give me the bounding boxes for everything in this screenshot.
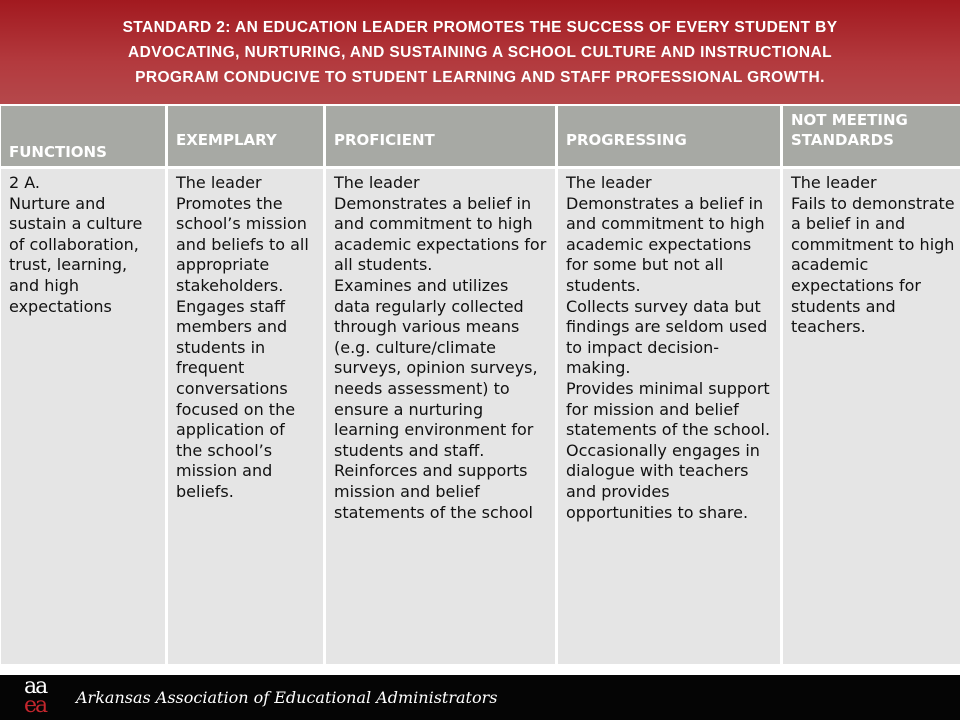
cell-text: Collects survey data but findings are seldom used to impact decision-making. — [566, 296, 768, 378]
cell-text: Occasionally engages in dialogue with teachers and provides opportunities to share. — [566, 440, 760, 522]
column-header-not-meeting: NOT MEETING STANDARDS — [783, 106, 960, 166]
title-line: PROGRAM CONDUCIVE TO STUDENT LEARNING AND STAFF PROFESSIONAL GROWTH. — [135, 68, 825, 86]
aaea-logo — [22, 675, 58, 720]
column-header-progressing: PROGRESSING — [558, 106, 780, 166]
title-line: ADVOCATING, NURTURING, AND SUSTAINING A SCHOOL CULTURE AND INSTRUCTIONAL — [128, 43, 832, 61]
cell-not-meeting — [783, 169, 960, 664]
cell-text: Nurture and sustain a culture of collaboration, trust, learning, and high expectations — [9, 193, 143, 316]
logo-text-top: aa — [24, 674, 47, 699]
cell-text: Engages staff members and students in frequent conversations focused on the application of the school’s mission and beliefs. — [176, 296, 296, 501]
cell-text: The leader — [334, 173, 420, 192]
title-line: STANDARD 2: AN EDUCATION LEADER PROMOTES THE SUCCESS OF EVERY STUDENT BY — [122, 18, 838, 36]
cell-text: Examines and utilizes data regularly collected through various means (e.g. culture/climate surveys, opinion surveys, needs assessment) to ensure a nurturing learning environment for students and staff. — [334, 275, 538, 460]
cell-exemplary — [168, 169, 323, 664]
slide-header — [0, 0, 960, 104]
cell-text: The leader — [791, 173, 877, 192]
cell-text: Reinforces and supports mission and belief statements of the school — [334, 461, 533, 522]
cell-text: 2 A. — [9, 173, 41, 192]
rubric-table-container — [0, 104, 960, 668]
slide-footer — [0, 675, 960, 720]
table-row — [1, 169, 960, 664]
slide-title — [123, 15, 838, 90]
column-header-proficient: PROFICIENT — [326, 106, 555, 166]
cell-text: Promotes the school’s mission and beliefs to all appropriate stakeholders. — [176, 193, 309, 295]
cell-text: Demonstrates a belief in and commitment to high academic expectations for all students. — [334, 193, 547, 275]
cell-text: Fails to demonstrate a belief in and commitment to high academic expectations for students and teachers. — [791, 193, 955, 337]
cell-proficient — [326, 169, 555, 664]
header-row — [1, 106, 960, 166]
logo-text-bottom: ea — [24, 693, 47, 718]
cell-text: Demonstrates a belief in and commitment to high academic expectations for some but not all students. — [566, 193, 765, 295]
cell-text: The leader — [176, 173, 262, 192]
rubric-table — [0, 103, 960, 667]
column-header-exemplary: EXEMPLARY — [168, 106, 323, 166]
column-header-functions: FUNCTIONS — [1, 106, 165, 166]
organization-name: Arkansas Association of Educational Administrators — [76, 688, 498, 707]
cell-progressing — [558, 169, 780, 664]
cell-text: The leader — [566, 173, 652, 192]
cell-text: Provides minimal support for mission and belief statements of the school. — [566, 378, 771, 440]
cell-functions — [1, 169, 165, 664]
